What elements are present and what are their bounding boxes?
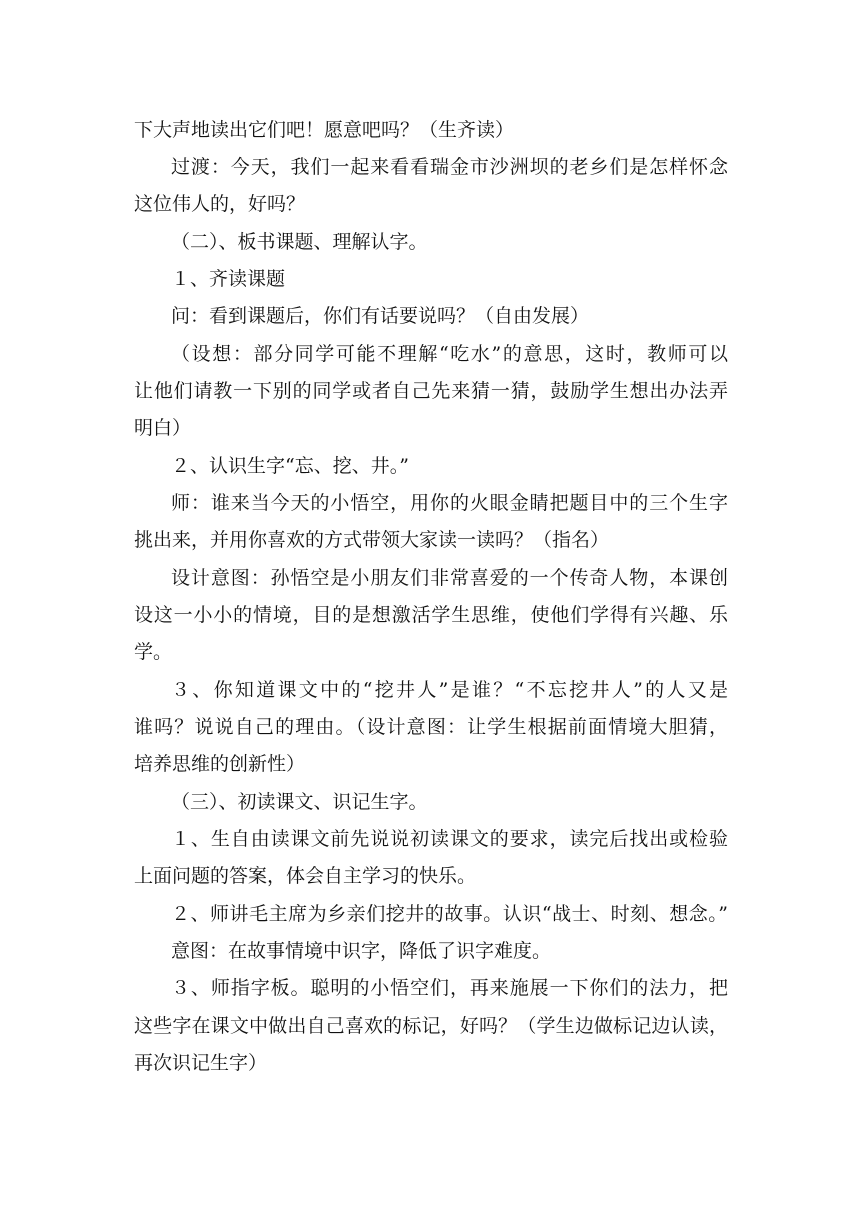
- section-heading: （二）、板书课题、理解认字。: [171, 231, 428, 253]
- text-line: 培养思维的创新性）: [134, 753, 306, 775]
- text-line: （设想：部分同学可能不理解“吃水”的意思，这时，教师可以: [171, 343, 728, 365]
- text-line: 设这一小小的情境，目的是想激活学生思维，使他们学得有兴趣、乐: [134, 604, 728, 626]
- text-line: １、齐读课题: [171, 268, 286, 290]
- text-line: 过渡：今天，我们一起来看看瑞金市沙洲坝的老乡们是怎样怀念: [171, 156, 728, 178]
- text-line: 这些字在课文中做出自己喜欢的标记，好吗？（学生边做标记边认读，: [134, 1015, 728, 1037]
- text-line: 问：看到课题后，你们有话要说吗？（自由发展）: [171, 305, 590, 327]
- text-line: 明白）: [134, 417, 192, 439]
- text-line: ３、师指字板。聪明的小悟空们，再来施展一下你们的法力，把: [171, 977, 728, 999]
- text-line: 挑出来，并用你喜欢的方式带领大家读一读吗？（指名）: [134, 529, 610, 551]
- text-line: 这位伟人的，好吗？: [134, 193, 306, 215]
- text-line: 下大声地读出它们吧！愿意吧吗？（生齐读）: [134, 119, 515, 141]
- text-line: ３、你知道课文中的“挖井人”是谁？“不忘挖井人”的人又是: [171, 679, 728, 701]
- text-line: ２、师讲毛主席为乡亲们挖井的故事。认识“战士、时刻、想念。”: [171, 903, 728, 925]
- text-line: 设计意图：孙悟空是小朋友们非常喜爱的一个传奇人物，本课创: [171, 567, 728, 589]
- text-line: 再次识记生字）: [134, 1052, 268, 1074]
- text-line: 意图：在故事情境中识字，降低了识字难度。: [171, 940, 552, 962]
- text-line: ２、认识生字“忘、挖、井。”: [171, 455, 409, 477]
- text-line: 上面问题的答案，体会自主学习的快乐。: [134, 865, 477, 887]
- section-heading: （三）、初读课文、识记生字。: [171, 791, 428, 813]
- text-line: １、生自由读课文前先说说初读课文的要求，读完后找出或检验: [171, 828, 728, 850]
- text-line: 让他们请教一下别的同学或者自己先来猜一猜，鼓励学生想出办法弄: [134, 380, 728, 402]
- text-line: 师：谁来当今天的小悟空，用你的火眼金睛把题目中的三个生字: [171, 492, 728, 514]
- text-line: 谁吗？说说自己的理由。（设计意图：让学生根据前面情境大胆猜，: [134, 716, 728, 738]
- text-line: 学。: [134, 641, 173, 663]
